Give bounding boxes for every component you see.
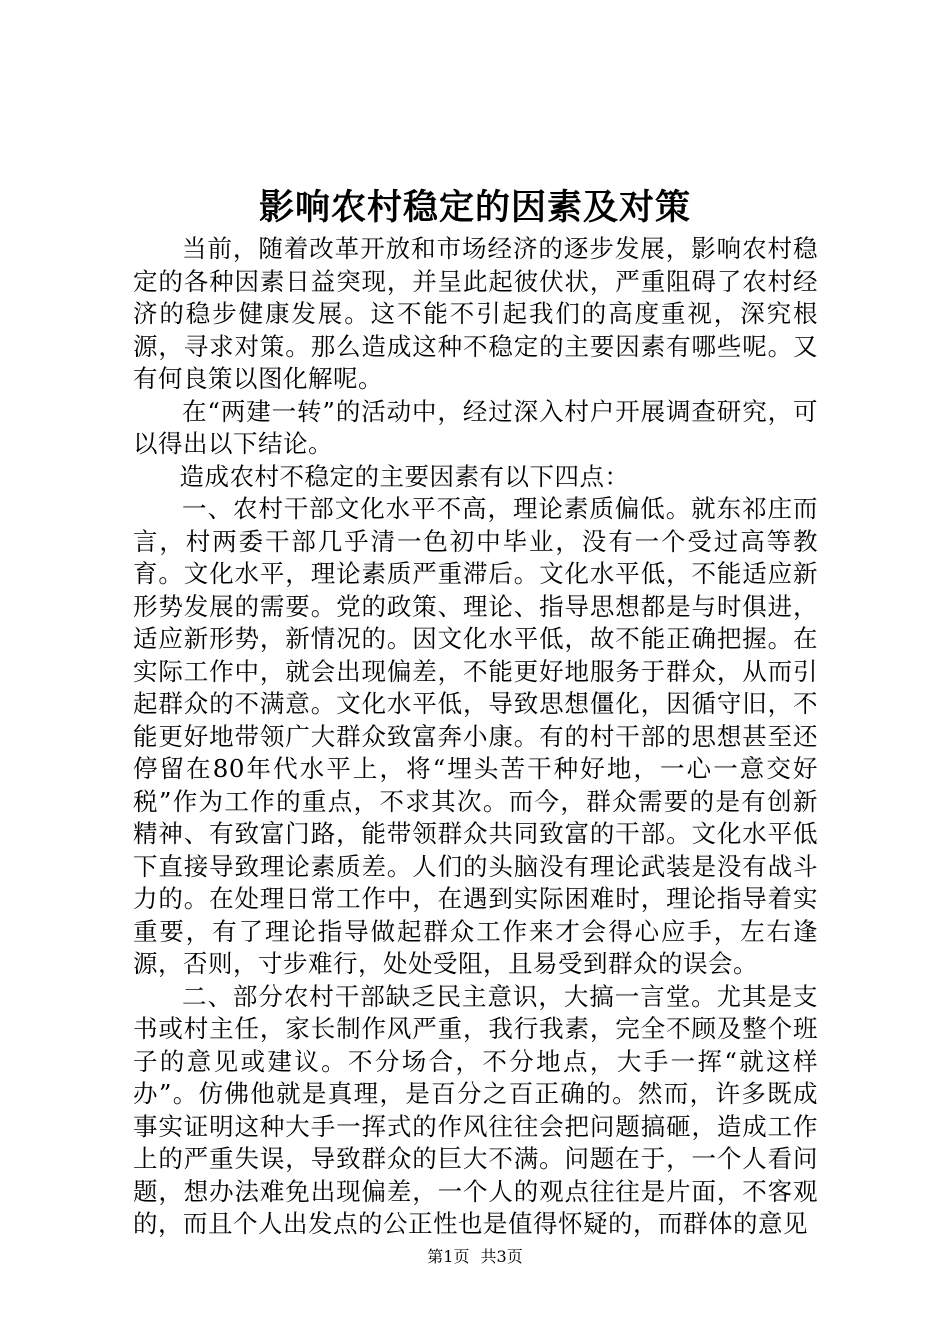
paragraph-intro: 当前，随着改革开放和市场经济的逐步发展，影响农村稳定的各种因素日益突现，并呈此起彼伏状，严重阻碍了农村经济的稳步健康发展。这不能不引起我们的高度重视，深究根源，寻求对策。那么造成这种不稳定的主要因素有哪些呢。又有何良策以图化解呢。	[133, 234, 818, 393]
page-footer	[0, 1246, 950, 1268]
page-number: 第1页	[427, 1247, 470, 1266]
paragraph-investigation: 在“两建一转”的活动中，经过深入村户开展调查研究，可以得出以下结论。	[133, 396, 818, 458]
paragraph-factor-one: 一、农村干部文化水平不高，理论素质偏低。就东祁庄而言，村两委干部几乎清一色初中毕业，没有一个受过高等教育。文化水平，理论素质严重滞后。文化水平低，不能适应新形势发展的需要。党的政策、理论、指导思想都是与时俱进，适应新形势，新情况的。因文化水平低，故不能正确把握。在实际工作中，就会出现偏差，不能更好地服务于群众，从而引起群众的不满意。文化水平低，导致思想僵化，因循守旧，不能更好地带领广大群众致富奔小康。有的村干部的思想甚至还停留在80年代水平上，将“埋头苦干种好地，一心一意交好税”作为工作的重点，不求其次。而今，群众需要的是有创新精神、有致富门路，能带领群众共同致富的干部。文化水平低下直接导致理论素质差。人们的头脑没有理论武装是没有战斗力的。在处理日常工作中，在遇到实际困难时，理论指导着实重要，有了理论指导做起群众工作来才会得心应手，左右逢源，否则，寸步难行，处处受阻，且易受到群众的误会。	[133, 494, 818, 978]
paragraph-factor-two: 二、部分农村干部缺乏民主意识，大搞一言堂。尤其是支书或村主任，家长制作风严重，我行我素，完全不顾及整个班子的意见或建议。不分场合，不分地点，大手一挥“就这样办”。仿佛他就是真理，是百分之百正确的。然而，许多既成事实证明这种大手一挥式的作风往往会把问题搞砸，造成工作上的严重失误，导致群众的巨大不满。问题在于，一个人看问题，想办法难免出现偏差，一个人的观点往往是片面，不客观的，而且个人出发点的公正性也是值得怀疑的，而群体的意见	[133, 981, 818, 1238]
page-total: 共3页	[480, 1247, 523, 1266]
document-body	[133, 233, 818, 1241]
document-title: 影响农村稳定的因素及对策	[258, 187, 691, 228]
paragraph-factors-heading: 造成农村不稳定的主要因素有以下四点：	[179, 461, 630, 491]
